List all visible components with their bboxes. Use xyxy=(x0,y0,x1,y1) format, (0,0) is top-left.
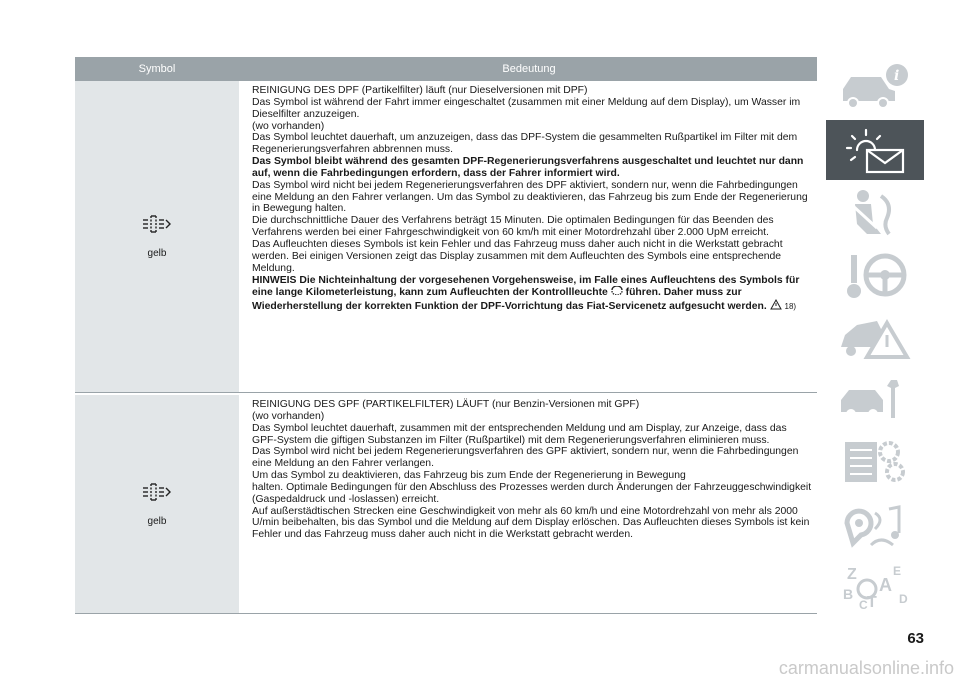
index-letter: E xyxy=(893,564,902,578)
note-paragraph xyxy=(252,275,813,315)
paragraph: REINIGUNG DES GPF (PARTIKELFILTER) LÄUFT (nur Benzin-Versionen mit GPF) xyxy=(252,399,640,410)
car-info-icon xyxy=(837,61,913,113)
table-header xyxy=(75,57,817,81)
paragraph: Das Symbol ist während der Fahrt immer eingeschaltet (zusammen mit einer Meldung auf dem Display), um Wasser im Dieselfilter anzuzeigen. xyxy=(252,96,801,120)
safety-tab[interactable] xyxy=(826,182,924,242)
paragraph: Das Symbol wird nicht bei jedem Regenerierungsverfahren des DPF aktiviert, sondern nur, wenn die Fahrbedingungen eine Meldung an den Fahrer verlangen. Um das Symbol zu deaktivieren, das Fahrzeug bis zum Ende der Regenerierung in Bewegung halten. xyxy=(252,179,808,215)
table-row xyxy=(75,81,817,393)
index-letter: T xyxy=(867,594,877,611)
multimedia-tab[interactable] xyxy=(826,495,924,555)
table-row xyxy=(75,395,817,614)
symbol-meaning-table xyxy=(75,57,817,614)
index-letter: A xyxy=(879,575,892,595)
paragraph: (wo vorhanden) xyxy=(252,410,325,422)
dpf-inline-icon xyxy=(611,286,623,299)
meaning-cell xyxy=(241,81,817,392)
key-steering-wheel-icon xyxy=(837,249,913,301)
alphabet-index-icon xyxy=(837,561,913,613)
index-letter: Z xyxy=(847,566,857,583)
svg-text:i: i xyxy=(894,68,900,84)
paragraph: Das Symbol leuchtet dauerhaft, zusammen mit der entsprechenden Meldung und am Display, zur Anzeige, dass das GPF-System die giftigen Substanzen im Filter (Rußpartikel) mit dem Regenerierungsverfahren eliminieren muss. xyxy=(252,422,787,446)
page-number: 63 xyxy=(907,630,924,647)
watermark: carmanualsonline.info xyxy=(778,658,954,678)
multimedia-icon xyxy=(837,499,913,551)
gpf-warning-icon xyxy=(142,482,172,502)
index-letter: C xyxy=(859,598,868,612)
header-meaning: Bedeutung xyxy=(502,63,556,75)
symbol-cell xyxy=(75,81,239,392)
specs-gears-icon xyxy=(837,436,913,488)
seatbelt-airbag-icon xyxy=(837,186,913,238)
index-tab[interactable] xyxy=(826,557,924,617)
note-text-a: HINWEIS Die Nichteinhaltung der vorgesehenen Vorgehensweise, im Falle eines Aufleuchtens des Symbols für eine lange Kilometerleistung, kann zum Aufleuchten der Kontrollleuchte xyxy=(252,274,800,299)
paragraph: Das Aufleuchten dieses Symbols ist kein Fehler und das Fahrzeug muss daher auch nicht in die Werkstatt gebracht werden. Bei einigen Versionen zeigt das Display zusammen mit dem Aufleuchten des Symbols eine entsprechende Meldung. xyxy=(252,238,783,274)
symbol-cell xyxy=(75,395,239,613)
chapter-sidebar xyxy=(826,57,924,620)
paragraph: Das Symbol leuchtet dauerhaft, um anzuzeigen, dass das DPF-System die gesammelten Rußpartikel im Filter mit dem Regenerierungsverfahren abbrennen muss. xyxy=(252,132,798,156)
driving-tab[interactable] xyxy=(826,245,924,305)
paragraph: Auf außerstädtischen Strecken eine Geschwindigkeit von mehr als 60 km/h und eine Motordrehzahl von mehr als 2000 U/min beibehalten, bis das Symbol und die Meldung auf dem Display erlöschen. Das Aufleuchten dieses Symbols ist kein Fehler und das Fahrzeug muss daher auch nicht in die Werkstatt gebracht werden. xyxy=(252,505,810,541)
warning-light-message-icon xyxy=(837,124,913,176)
paragraph: Das Symbol wird nicht bei jedem Regenerierungsverfahren des GPF aktiviert, sondern nur, wenn die Fahrbedingungen eine Meldung an den Fahrer verlangen. xyxy=(252,446,799,470)
car-wrench-icon xyxy=(837,374,913,426)
car-crash-warning-icon xyxy=(837,311,913,363)
header-symbol: Symbol xyxy=(138,63,176,75)
dpf-warning-icon xyxy=(142,214,172,234)
bold-paragraph: Das Symbol bleibt während des gesamten DPF-Regenerierungsverfahrens ausgeschaltet und leuchtet nur dann auf, wenn die Fahrbedingungen erfordern, dass der Fahrer informiert wird. xyxy=(252,156,804,179)
color-label: gelb xyxy=(147,515,167,527)
meaning-cell xyxy=(241,395,817,613)
car-info-tab[interactable] xyxy=(826,57,924,117)
warning-lights-tab[interactable] xyxy=(826,120,924,180)
paragraph: halten. Optimale Bedingungen für den Abschluss des Prozesses werden durch Änderungen der Fahrzeuggeschwindigkeit (Gaspedaldruck und -loslassen) erreicht. xyxy=(252,481,812,505)
note-text-b: führen. Daher muss zur Wiederherstellung der korrekten Funktion der DPF-Vorrichtung das Fiat-Servicenetz aufgesucht werden. xyxy=(252,287,767,313)
emergency-tab[interactable] xyxy=(826,307,924,367)
maintenance-tab[interactable] xyxy=(826,370,924,430)
footnote-ref: 18) xyxy=(784,302,797,312)
index-letter: D xyxy=(899,592,908,606)
technical-data-tab[interactable] xyxy=(826,432,924,492)
index-letter: B xyxy=(843,586,854,602)
paragraph: Die durchschnittliche Dauer des Verfahrens beträgt 15 Minuten. Die optimalen Bedingungen für das Beenden des Verfahrens werden bei einer Fahrgeschwindigkeit von 60 km/h mit einer Motordrehzahl über 2.000 UpM erreicht. xyxy=(252,215,774,239)
paragraph: REINIGUNG DES DPF (Partikelfilter) läuft (nur Dieselversionen mit DPF) xyxy=(252,85,588,96)
paragraph: Um das Symbol zu deaktivieren, das Fahrzeug bis zum Ende der Regenerierung in Bewegung xyxy=(252,470,686,482)
paragraph: (wo vorhanden) xyxy=(252,120,325,132)
color-label: gelb xyxy=(147,248,167,259)
warning-triangle-icon xyxy=(770,299,782,314)
